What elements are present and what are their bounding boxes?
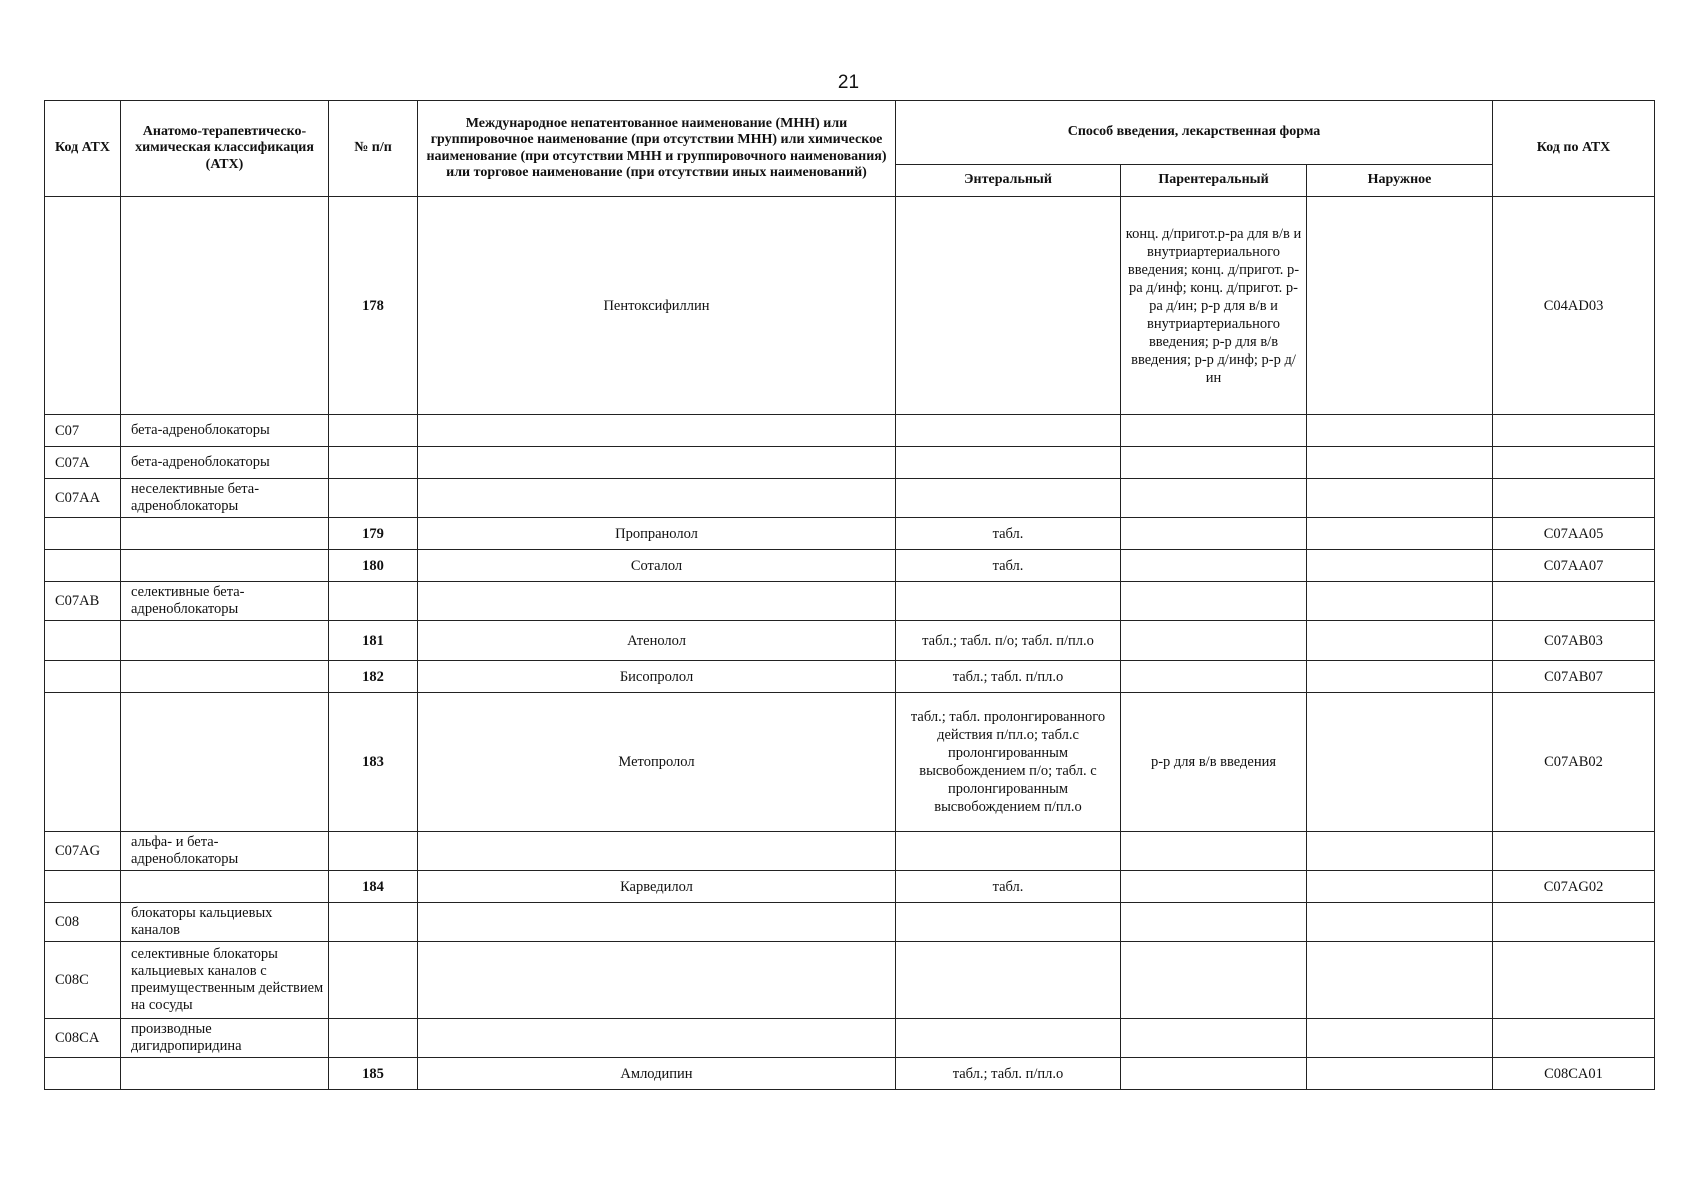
cell-atc-code: C07 bbox=[45, 415, 121, 447]
cell-atc-code-right: C07AB02 bbox=[1493, 693, 1655, 832]
cell-classification: альфа- и бета-адреноблокаторы bbox=[121, 832, 329, 871]
cell-name: Соталол bbox=[418, 550, 896, 582]
cell-number bbox=[329, 582, 418, 621]
cell-parenteral: р-р для в/в введения bbox=[1121, 693, 1307, 832]
cell-atc-code bbox=[45, 693, 121, 832]
cell-atc-code: C08 bbox=[45, 903, 121, 942]
cell-classification bbox=[121, 1058, 329, 1090]
cell-name: Амлодипин bbox=[418, 1058, 896, 1090]
cell-external bbox=[1307, 518, 1493, 550]
cell-atc-code bbox=[45, 661, 121, 693]
cell-atc-code-right bbox=[1493, 479, 1655, 518]
cell-number bbox=[329, 832, 418, 871]
cell-name: Пропранолол bbox=[418, 518, 896, 550]
cell-parenteral bbox=[1121, 661, 1307, 693]
cell-classification: селективные блокаторы кальциевых каналов с преимущественным действием на сосуды bbox=[121, 942, 329, 1019]
table-row bbox=[45, 518, 1655, 550]
cell-external bbox=[1307, 1058, 1493, 1090]
cell-name bbox=[418, 479, 896, 518]
cell-parenteral bbox=[1121, 871, 1307, 903]
cell-enteral bbox=[896, 582, 1121, 621]
cell-external bbox=[1307, 447, 1493, 479]
table-row bbox=[45, 661, 1655, 693]
cell-name: Пентоксифиллин bbox=[418, 197, 896, 415]
cell-name bbox=[418, 582, 896, 621]
cell-classification: бета-адреноблокаторы bbox=[121, 415, 329, 447]
cell-atc-code-right: C08CA01 bbox=[1493, 1058, 1655, 1090]
cell-name bbox=[418, 1019, 896, 1058]
cell-atc-code-right: C07AG02 bbox=[1493, 871, 1655, 903]
cell-external bbox=[1307, 903, 1493, 942]
cell-external bbox=[1307, 415, 1493, 447]
table-row bbox=[45, 550, 1655, 582]
cell-number: 183 bbox=[329, 693, 418, 832]
cell-atc-code bbox=[45, 871, 121, 903]
cell-number bbox=[329, 447, 418, 479]
cell-enteral bbox=[896, 942, 1121, 1019]
cell-classification bbox=[121, 661, 329, 693]
cell-external bbox=[1307, 550, 1493, 582]
cell-parenteral bbox=[1121, 621, 1307, 661]
cell-external bbox=[1307, 582, 1493, 621]
cell-parenteral: конц. д/пригот.р-ра для в/в и внутриартериального введения; конц. д/пригот. р-ра д/инф; конц. д/пригот. р-ра д/ин; р-р для в/в и внутриартериального введения; р-р для в/в введения; р-р д/инф; р-р д/ин bbox=[1121, 197, 1307, 415]
cell-atc-code-right: C07AA07 bbox=[1493, 550, 1655, 582]
cell-atc-code-right: C04AD03 bbox=[1493, 197, 1655, 415]
cell-atc-code-right bbox=[1493, 832, 1655, 871]
cell-classification bbox=[121, 871, 329, 903]
table-row bbox=[45, 1058, 1655, 1090]
cell-parenteral bbox=[1121, 447, 1307, 479]
cell-classification bbox=[121, 197, 329, 415]
cell-atc-code-right: C07AB03 bbox=[1493, 621, 1655, 661]
cell-number bbox=[329, 942, 418, 1019]
cell-atc-code bbox=[45, 518, 121, 550]
cell-number: 182 bbox=[329, 661, 418, 693]
cell-enteral: табл.; табл. п/пл.о bbox=[896, 1058, 1121, 1090]
cell-atc-code-right bbox=[1493, 942, 1655, 1019]
cell-enteral bbox=[896, 1019, 1121, 1058]
cell-parenteral bbox=[1121, 582, 1307, 621]
cell-enteral bbox=[896, 479, 1121, 518]
cell-atc-code-right bbox=[1493, 903, 1655, 942]
cell-atc-code-right bbox=[1493, 1019, 1655, 1058]
cell-external bbox=[1307, 942, 1493, 1019]
table-row bbox=[45, 1019, 1655, 1058]
cell-parenteral bbox=[1121, 518, 1307, 550]
header-route-group: Способ введения, лекарственная форма bbox=[896, 101, 1493, 165]
cell-external bbox=[1307, 832, 1493, 871]
cell-classification: производные дигидропиридина bbox=[121, 1019, 329, 1058]
table-row bbox=[45, 197, 1655, 415]
page-number: 21 bbox=[837, 72, 860, 93]
cell-name bbox=[418, 903, 896, 942]
cell-external bbox=[1307, 661, 1493, 693]
header-parenteral: Парентеральный bbox=[1121, 165, 1307, 197]
cell-parenteral bbox=[1121, 1058, 1307, 1090]
table-row bbox=[45, 903, 1655, 942]
cell-parenteral bbox=[1121, 550, 1307, 582]
cell-classification bbox=[121, 693, 329, 832]
table-body bbox=[45, 197, 1655, 1090]
table-row bbox=[45, 415, 1655, 447]
table-row bbox=[45, 621, 1655, 661]
cell-number: 181 bbox=[329, 621, 418, 661]
cell-atc-code: C07AB bbox=[45, 582, 121, 621]
cell-classification: селективные бета-адреноблокаторы bbox=[121, 582, 329, 621]
table-row bbox=[45, 693, 1655, 832]
header-name: Международное непатентованное наименование (МНН) или группировочное наименование (при отсутствии МНН) или химическое наименование (при отсутствии МНН и группировочного наименования) или торговое наименование (при отсутствии иных наименований) bbox=[418, 101, 896, 197]
cell-enteral: табл. bbox=[896, 871, 1121, 903]
header-external: Наружное bbox=[1307, 165, 1493, 197]
cell-enteral: табл.; табл. п/о; табл. п/пл.о bbox=[896, 621, 1121, 661]
cell-external bbox=[1307, 621, 1493, 661]
cell-number: 179 bbox=[329, 518, 418, 550]
header-number: № п/п bbox=[329, 101, 418, 197]
table-row bbox=[45, 479, 1655, 518]
cell-atc-code: C07AA bbox=[45, 479, 121, 518]
cell-atc-code bbox=[45, 1058, 121, 1090]
cell-parenteral bbox=[1121, 903, 1307, 942]
cell-atc-code-right bbox=[1493, 582, 1655, 621]
cell-parenteral bbox=[1121, 832, 1307, 871]
cell-atc-code-right: C07AA05 bbox=[1493, 518, 1655, 550]
cell-parenteral bbox=[1121, 479, 1307, 518]
cell-external bbox=[1307, 871, 1493, 903]
cell-atc-code bbox=[45, 621, 121, 661]
cell-name bbox=[418, 832, 896, 871]
cell-name: Бисопролол bbox=[418, 661, 896, 693]
cell-enteral bbox=[896, 832, 1121, 871]
cell-parenteral bbox=[1121, 415, 1307, 447]
header-atc-code: Код АТХ bbox=[45, 101, 121, 197]
drug-table bbox=[44, 100, 1655, 1090]
cell-number: 180 bbox=[329, 550, 418, 582]
cell-atc-code-right bbox=[1493, 415, 1655, 447]
cell-atc-code: C07A bbox=[45, 447, 121, 479]
cell-enteral: табл.; табл. п/пл.о bbox=[896, 661, 1121, 693]
cell-atc-code-right: C07AB07 bbox=[1493, 661, 1655, 693]
cell-number: 184 bbox=[329, 871, 418, 903]
cell-enteral bbox=[896, 903, 1121, 942]
header-atc-code-right: Код по АТХ bbox=[1493, 101, 1655, 197]
cell-classification: блокаторы кальциевых каналов bbox=[121, 903, 329, 942]
cell-classification bbox=[121, 518, 329, 550]
cell-number: 185 bbox=[329, 1058, 418, 1090]
cell-atc-code: C07AG bbox=[45, 832, 121, 871]
table-row bbox=[45, 942, 1655, 1019]
table-row bbox=[45, 447, 1655, 479]
cell-enteral: табл.; табл. пролонгированного действия п/пл.о; табл.с пролонгированным высвобождением п/о; табл. с пролонгированным высвобождением п/пл.о bbox=[896, 693, 1121, 832]
cell-enteral bbox=[896, 415, 1121, 447]
header-enteral: Энтеральный bbox=[896, 165, 1121, 197]
cell-enteral: табл. bbox=[896, 518, 1121, 550]
cell-atc-code bbox=[45, 197, 121, 415]
cell-name bbox=[418, 942, 896, 1019]
cell-atc-code bbox=[45, 550, 121, 582]
cell-number bbox=[329, 1019, 418, 1058]
cell-classification: бета-адреноблокаторы bbox=[121, 447, 329, 479]
cell-name: Карведилол bbox=[418, 871, 896, 903]
cell-atc-code: C08CA bbox=[45, 1019, 121, 1058]
cell-name: Метопролол bbox=[418, 693, 896, 832]
table-row bbox=[45, 871, 1655, 903]
cell-enteral: табл. bbox=[896, 550, 1121, 582]
cell-external bbox=[1307, 693, 1493, 832]
cell-atc-code-right bbox=[1493, 447, 1655, 479]
cell-number bbox=[329, 479, 418, 518]
cell-classification bbox=[121, 621, 329, 661]
header-classification: Анатомо-терапевтическо-химическая классификация (АТХ) bbox=[121, 101, 329, 197]
cell-enteral bbox=[896, 447, 1121, 479]
cell-classification: неселективные бета-адреноблокаторы bbox=[121, 479, 329, 518]
table-row bbox=[45, 832, 1655, 871]
cell-external bbox=[1307, 197, 1493, 415]
cell-name bbox=[418, 415, 896, 447]
cell-parenteral bbox=[1121, 942, 1307, 1019]
cell-external bbox=[1307, 1019, 1493, 1058]
cell-number bbox=[329, 903, 418, 942]
cell-parenteral bbox=[1121, 1019, 1307, 1058]
cell-name: Атенолол bbox=[418, 621, 896, 661]
cell-external bbox=[1307, 479, 1493, 518]
table-row bbox=[45, 582, 1655, 621]
cell-number bbox=[329, 415, 418, 447]
cell-enteral bbox=[896, 197, 1121, 415]
cell-classification bbox=[121, 550, 329, 582]
cell-atc-code: C08C bbox=[45, 942, 121, 1019]
cell-name bbox=[418, 447, 896, 479]
cell-number: 178 bbox=[329, 197, 418, 415]
